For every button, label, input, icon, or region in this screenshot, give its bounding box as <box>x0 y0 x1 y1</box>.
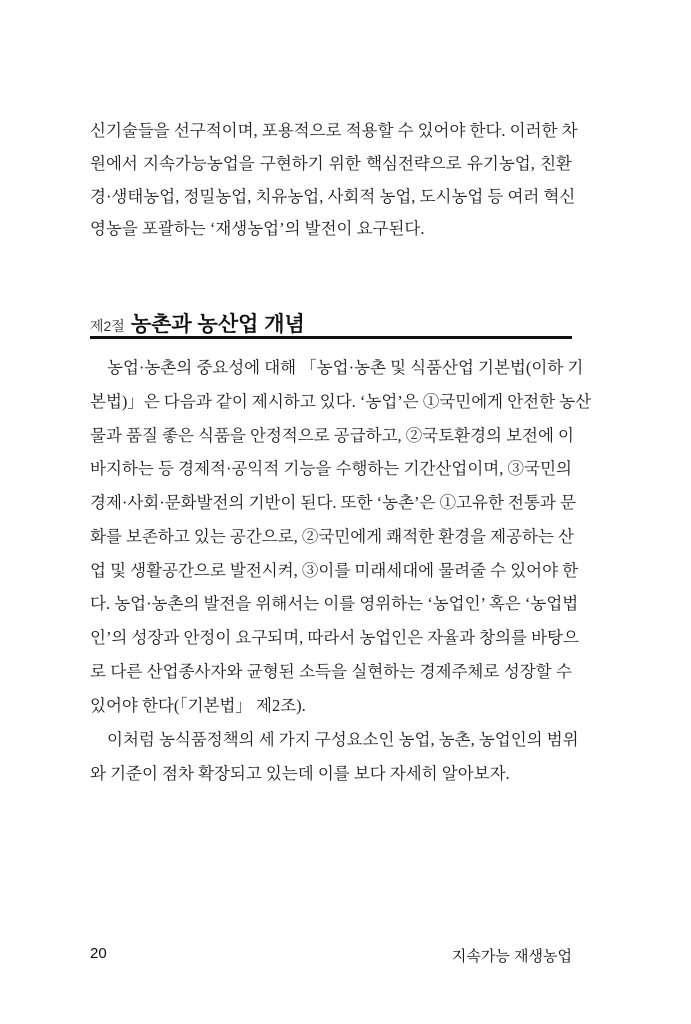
text-line: 바지하는 등 경제적·공익적 기능을 수행하는 기간산업이며, ③국민의 <box>90 459 572 478</box>
text-line: 다. 농업·농촌의 발전을 위해서는 이를 영위하는 ‘농업인’ 혹은 ‘농업법 <box>90 594 579 613</box>
text-line: 화를 보존하고 있는 공간으로, ②국민에게 쾌적한 환경을 제공하는 산 <box>90 527 574 546</box>
text-line: 영농을 포괄하는 ‘재생농업’의 발전이 요구된다. <box>90 219 425 238</box>
book-title: 지속가능 재생농업 <box>451 948 572 965</box>
text-line: 있어야 한다(「기본법」 제2조). <box>90 696 306 715</box>
text-line: 인’의 성장과 안정이 요구되며, 따라서 농업인은 자율과 창의를 바탕으 <box>90 628 579 647</box>
text-line: 로 다른 산업종사자와 균형된 소득을 실현하는 경제주체로 성장할 수 <box>90 662 572 681</box>
text-line: 경제·사회·문화발전의 기반이 된다. 또한 ‘농촌’은 ①고유한 전통과 문 <box>90 493 576 512</box>
text-line: 업 및 생활공간으로 발전시켜, ③이를 미래세대에 물려줄 수 있어야 한 <box>90 561 579 580</box>
text-line: 물과 품질 좋은 식품을 안정적으로 공급하고, ②국토환경의 보전에 이 <box>90 426 574 445</box>
text-line: 본법)」은 다음과 같이 제시하고 있다. ‘농업’은 ①국민에게 안전한 농산 <box>90 392 592 411</box>
text-line: 와 기준이 점차 확장되고 있는데 이를 보다 자세히 알아보자. <box>90 764 510 783</box>
text-line: 신기술들을 선구적이며, 포용적으로 적용할 수 있어야 한다. 이러한 차 <box>90 121 578 140</box>
text-line: 농업·농촌의 중요성에 대해 「농업·농촌 및 식품산업 기본법(이하 기 <box>107 358 584 377</box>
section-title: 농촌과 농산업 개념 <box>130 313 305 336</box>
text-line: 경·생태농업, 정밀농업, 치유농업, 사회적 농업, 도시농업 등 여러 혁신 <box>90 187 576 206</box>
text-line: 이처럼 농식품정책의 세 가지 구성요소인 농업, 농촌, 농업인의 범위 <box>107 730 579 749</box>
heading-rule <box>90 336 572 339</box>
section-heading <box>90 308 572 338</box>
text-line: 원에서 지속가능농업을 구현하기 위한 핵심전략으로 유기농업, 친환 <box>90 154 572 173</box>
page-number: 20 <box>90 945 107 962</box>
section-number: 제2절 <box>90 318 125 334</box>
